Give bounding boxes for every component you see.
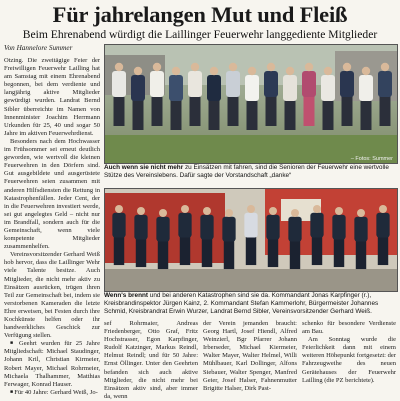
article-paragraph: ■ Geehrt wurden für 25 Jahre Mitgliedschaft: Michael Staudinger, Johann Kril, Christian Kirmeier, Robert Mayer, Michael Rohrmeier, Michaela Thalhammer, Matthias Ferwager, Konrad Hauser. xyxy=(4,340,100,389)
person-figure xyxy=(156,209,169,269)
person-figure xyxy=(283,67,297,130)
person-figure xyxy=(150,63,164,126)
caption-lead: Auch wenn sie nicht mehr xyxy=(104,164,184,171)
group-photo-illustration xyxy=(105,189,397,291)
article-column-bottom-3 xyxy=(302,320,396,385)
person-figure xyxy=(207,67,221,130)
article-paragraph: sef Rohrmaier, Andreas Friedenberger, Otto Graf, Fritz Hochstrasser, Egon Karpfinger, Rudolf Katzinger, Markus Reindl, Helmut Reindl; und für 50 Jahre: Ernst Öllinger. Unter den Geehrten befanden sich auch aktive Mitglieder, die nicht mehr bei Einsätzen aktiv sind, aber immer da, wenn xyxy=(104,320,198,400)
person-figure xyxy=(359,67,373,130)
article-column-bottom-1 xyxy=(104,320,198,401)
person-figure xyxy=(321,67,335,130)
person-figure xyxy=(226,63,240,126)
person-figure xyxy=(244,205,257,265)
person-figure xyxy=(112,63,126,126)
group-photo-illustration xyxy=(105,45,397,163)
article-paragraph: schenko für besondere Verdienste am Bau. xyxy=(302,320,396,336)
article-column-left xyxy=(4,57,100,397)
person-figure xyxy=(266,207,279,267)
person-figure xyxy=(354,209,367,269)
photo-seniors xyxy=(104,44,398,164)
article-paragraph: Besonders nach dem Hochwasser im Frühsommer sei erneut deutlich geworden, wie wertvoll die kleinen Feuerwehren in den Dörfern sind. Gut ausgebildete und ausgerüstete Feuerwehren seien zusammen mit anderen Hilfsdiensten die Rettung in Katastrophenfällen. Jeder Cent, der in die Feuerwehren investiert werde, sei gut angelegtes Geld – nicht nur im Brandfall, sondern auch für die Gemeinschaft, wenn viele kompetente Mitglieder zusammenhelfen. xyxy=(4,137,100,251)
caption-text: zu Einsätzen mit fahren, sind die Senioren der Feuerwehr eine wertvolle Stütze des Vereinslebens. Dafür sagte der Vorstandschaft „danke“ xyxy=(104,164,389,180)
person-figure xyxy=(222,209,235,269)
person-figure xyxy=(134,207,147,267)
person-figure xyxy=(169,67,183,130)
photo-active-members xyxy=(104,188,398,292)
article-paragraph: Vereinsvorsitzender Gerhard Weiß hob hervor, dass die Laillinger Wehr viele Talente besitze. Auch Mitglieder, die nicht mehr aktiv zu Einsätzen ausrücken, trügen ihren Teil zur Gemeinschaft bei, indem sie verstorbenen Kameraden die letzte Ehre erweisen, bei Festen durch ihre Kochkünste helfen oder ihr handwerkliches Geschick zur Verfügung stellen. xyxy=(4,251,100,340)
article-paragraph: ■ Für 40 Jahre: Gerhard Weiß, Jo- xyxy=(4,389,100,397)
person-figure xyxy=(376,205,389,265)
person-figure xyxy=(245,67,259,130)
person-figure xyxy=(310,205,323,265)
person-figure xyxy=(112,205,125,265)
person-figure xyxy=(131,67,145,130)
caption-lead: Wenn's brennt xyxy=(104,292,149,299)
byline: Von Hannelore Summer xyxy=(4,44,73,52)
article-column-bottom-2 xyxy=(203,320,297,393)
person-figure xyxy=(288,209,301,269)
person-figure xyxy=(188,63,202,126)
person-figure xyxy=(302,63,316,126)
photo-credit: – Fotos: Summer xyxy=(350,156,393,162)
person-figure xyxy=(378,63,392,126)
photo-caption-active xyxy=(104,292,396,316)
person-figure xyxy=(340,63,354,126)
caption-text: und bei anderen Katastrophen sind sie da. Kommandant Jonas Karpfinger (r.), Kreisbrandinspektor Jürgen Kainz, 2. Kommandant Stefan Kammerlohr, Bürgermeister Johannes Schmid, Kreisbrandrat Erwin Wurzer, Landrat Bernd Sibler, Vereinsvorsitzender Gerhard Weiß. xyxy=(104,292,379,316)
person-figure xyxy=(178,205,191,265)
headline: Für jahrelangen Mut und Fleiß xyxy=(52,2,348,27)
article-paragraph: Am Sonntag wurde die Feierlichkeit dann mit einem weiteren Höhepunkt fortgesetzt: der Fahrzeugweihe des neuen Gerätehauses der Feuerwehr Lailling (die PZ berichtete). xyxy=(302,336,396,384)
photo-caption-seniors xyxy=(104,164,396,180)
article-paragraph: Otzing. Die zweitägige Feier der Freiwilligen Feuerwehr Lailling hat am Samstag mit einem Ehrenabend begonnen, bei dem verdiente und langjährig aktive Mitglieder gewürdigt wurden. Landrat Bernd Sibler überreichte im Namen von Innenminister Joachim Herrmann Urkunden für 25, 40 und sogar 50 Jahre im aktiven Feuerwehrdienst. xyxy=(4,57,100,137)
article-paragraph: der Verein jemanden braucht: Georg Hartl, Josef Hiendl, Alfred Weinzierl, Bgr Pfarrer Johann Irberseder, Michael Kiermeier, Walter Mayer, Walter Helmel, Willi Mühlbauer, Karl Dollinger, Alfons Siebauer, Walter Spenger, Manfred Geier, Josef Halser, Fahnenmutter Brigitte Halser, Dirk Past- xyxy=(203,320,297,392)
person-figure xyxy=(200,207,213,267)
subheadline: Beim Ehrenabend würdigt die Laillinger Feuerwehr langgediente Mitglieder xyxy=(22,28,378,41)
person-figure xyxy=(264,63,278,126)
person-figure xyxy=(332,207,345,267)
